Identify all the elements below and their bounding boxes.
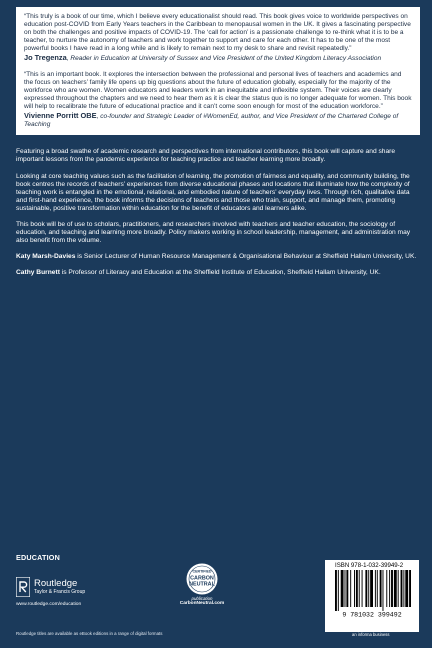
author-name-2: Cathy Burnett: [16, 268, 60, 276]
publisher-name: Routledge: [34, 578, 78, 589]
isbn-barcode: [325, 560, 419, 632]
publisher-logo: [16, 577, 136, 597]
barcode-bar: [370, 570, 373, 607]
carbon-word-2: NEUTRAL: [189, 581, 215, 588]
carbon-neutral-icon: [185, 562, 219, 596]
publisher-block: [16, 577, 136, 607]
endorsement-quote-1: “This truly is a book of our time, which I believe every educationalist should read. This book gives voice to worldwide perspectives on education post-COVID from Early Years teachers in the Caribbean to menopausal women in the UK. It gives a fascinating perspective on both the challenges and positive impacts of COVID-19. The ‘call for action’ is a passionate challenge to re-think what it is to be a teacher, to nurture the autonomy of teachers and work together to support and care for each other. It has to be one of the most powerful books I have read in a long while and is likely to remain next to my desk to share and revisit repeatedly.”: [24, 13, 411, 53]
endorsement-attribution-1: Jo Tregenza, Reader in Education at University of Sussex and Vice President of the United Kingdom Literacy Association: [24, 52, 382, 62]
author-bio-1: [16, 253, 420, 261]
carbon-word-1: CARBON: [190, 575, 214, 582]
description-paragraph-3: This book will be of use to scholars, practitioners, and researchers involved with teachers and teacher education, the sociology of education, and teaching and learning more broadly. Policy makers working in school leadership, management, and administration may also benefit from the volume.: [16, 221, 411, 245]
carbon-certified-text: CERTIFIED: [192, 569, 212, 574]
barcode-bar: [389, 570, 390, 607]
endorser-role-2: co-founder and Strategic Leader of #WomenEd, author, and Vice President of the Chartered College of Teaching: [24, 113, 399, 129]
description-paragraph-2: Looking at core teaching values such as the facilitation of learning, the promotion of fairness and equality, and community building, the book centres the records of teachers’ experiences from diverse educational phases and locations that illuminate how the complexity of teaching work is entangled in the emotional, relational, and embodied nature of teachers’ everyday lives. Through rich, qualitative data and first-hand experience, the book informs the decisions of teachers and those who train, support, and manage them, promoting sustainable, positive transformation within education for the benefit of educators and learners alike.: [16, 172, 410, 212]
barcode-bar: [409, 570, 411, 607]
routledge-r-icon: [16, 577, 30, 597]
subject-category: EDUCATION: [16, 553, 60, 562]
barcode-bar: [380, 570, 382, 607]
barcode-bar: [345, 570, 346, 607]
author-bios: [16, 253, 420, 276]
barcode-bar: [346, 570, 348, 607]
endorser-role-1: Reader in Education at University of Sussex and Vice President of the United Kingdom Literacy Association: [70, 54, 382, 62]
barcode-bar: [341, 570, 344, 607]
endorser-name-1: Jo Tregenza: [24, 52, 67, 62]
barcode-bar: [365, 570, 367, 607]
barcode-bar: [401, 570, 403, 607]
author-bio-text-1: is Senior Lecturer of Human Resource Management & Organisational Behaviour at Sheffield Hallam University, UK.: [75, 253, 417, 261]
ebook-note: Routledge titles are available as eBook editions in a range of digital formats: [16, 631, 163, 636]
isbn-number: ISBN 978-1-032-39949-2: [335, 562, 404, 569]
barcode-bars: [329, 569, 415, 619]
barcode-bar: [350, 570, 351, 607]
barcode-bar: [383, 570, 384, 611]
barcode-bar: [398, 570, 399, 607]
barcode-bar: [403, 570, 404, 607]
endorser-name-2: Vivienne Porritt OBE: [24, 111, 97, 121]
description-paragraph-1: Featuring a broad swathe of academic research and perspectives from international contributors, this book will capture and share important lessons from the pandemic experience for teaching practice and teacher learning more broadly.: [16, 148, 396, 164]
barcode-bar: [356, 570, 358, 607]
barcode-bar: [354, 570, 355, 607]
barcode-bar: [375, 570, 376, 607]
carbon-neutral-logo: [170, 562, 234, 606]
carbon-url: CarbonNeutral.com: [179, 601, 225, 606]
barcode-bar: [338, 570, 339, 611]
barcode-bar: [359, 570, 360, 607]
endorsement-quote-2: “This is an important book. It explores the intersection between the professional and personal lives of teachers and academics and the focus on teachers’ family life opens up big questions about the future of education globally, especially for the majority of the workforce who are women. Women educators and leaders work in an inequitable and inflexible system. Their voices are clearly expressed throughout the chapters and we need to hear them as it is clear the status quo is no longer adequate for women. This book will help to recalibrate the future of educational practice and it can’t come soon enough for most of the education workforce.”: [24, 71, 412, 111]
endorsements-box: [16, 7, 420, 135]
book-description: [16, 148, 420, 245]
informa-business: an informa business: [352, 632, 390, 637]
author-name-1: Katy Marsh-Davies: [16, 253, 76, 261]
barcode-digits: 9 781032 399492: [342, 611, 402, 619]
endorsement-attribution-2: Vivienne Porritt OBE, co-founder and Strategic Leader of #WomenEd, author, and Vice President of the Chartered College of Teaching: [24, 111, 399, 129]
barcode-bar: [368, 570, 369, 607]
barcode-bar: [394, 570, 397, 607]
author-bio-2: [16, 269, 420, 277]
barcode-bar: [391, 570, 393, 607]
barcode-bar: [335, 570, 337, 611]
barcode-bar: [386, 570, 387, 607]
barcode-bar: [362, 570, 363, 607]
barcode-bar: [405, 570, 408, 607]
carbon-publication-tag: publication: [191, 596, 213, 601]
barcode-bar: [377, 570, 378, 607]
publisher-url: www.routledge.com/education: [16, 602, 82, 607]
author-bio-text-2: is Professor of Literacy and Education at the Sheffield Institute of Education, Sheffield Hallam University, UK.: [59, 268, 381, 276]
publisher-group: Taylor & Francis Group: [34, 589, 86, 595]
